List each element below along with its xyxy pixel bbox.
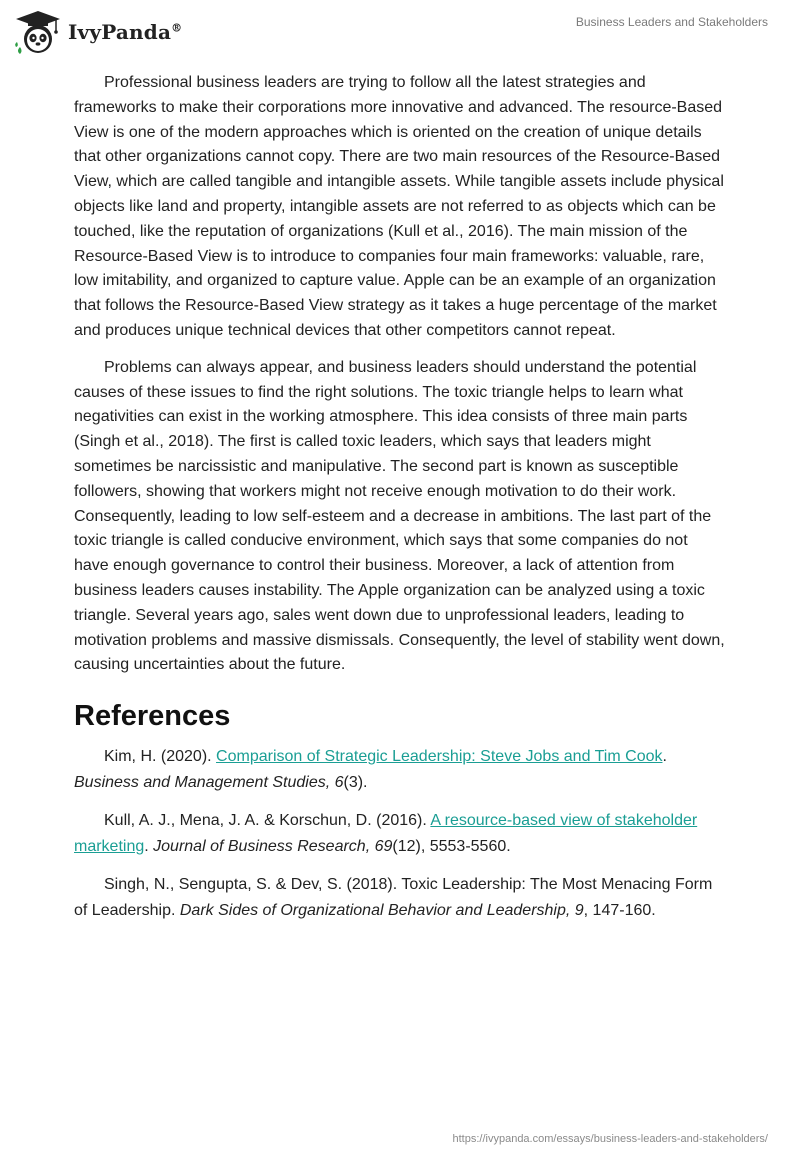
reference-link[interactable]: A resource-based view of stakeholder marketing	[74, 812, 698, 855]
reference-item: Kull, A. J., Mena, J. A. & Korschun, D. (2016). A resource-based view of stakeholder marketing. Journal of Business Research, 69(12), 5553-5560.	[74, 812, 698, 855]
reference-item: Kim, H. (2020). Comparison of Strategic Leadership: Steve Jobs and Tim Cook. Business and Management Studies, 6(3).	[74, 748, 667, 791]
ivypanda-logo[interactable]	[14, 9, 182, 55]
document-title: Business Leaders and Stakeholders	[575, 15, 768, 29]
essay-body	[74, 71, 726, 936]
reference-item: Singh, N., Sengupta, S. & Dev, S. (2018). Toxic Leadership: The Most Menacing Form of Leadership. Dark Sides of Organizational Behavior and Leadership, 9, 147-160.	[74, 876, 713, 919]
reference-link[interactable]: Comparison of Strategic Leadership: Steve Jobs and Tim Cook	[216, 748, 663, 766]
body-paragraph: Professional business leaders are trying to follow all the latest strategies and frameworks to make their corporations more innovative and advanced. The resource-Based View is one of the modern approaches which is oriented on the creation of unique details that other organizations cannot copy. There are two main resources of the Resource-Based View, which are called tangible and intangible assets. While tangible assets include physical objects like land and property, intangible assets are not referred to as objects which can be touched, like the reputation of organizations (Kull et al., 2016). The main mission of the Resource-Based View is to introduce to companies four main frameworks: valuable, rare, low imitability, and organized to capture value. Apple can be an example of an organization that follows the Resource-Based View strategy as it takes a huge percentage of the market and produces unique technical devices that other competitors cannot repeat.	[74, 74, 724, 339]
references-heading: References	[74, 700, 231, 733]
brand-name: IvyPanda®	[68, 20, 183, 44]
panda-graduate-icon	[14, 9, 62, 55]
page-header	[0, 0, 800, 64]
footer-url[interactable]: https://ivypanda.com/essays/business-leaders-and-stakeholders/	[452, 1133, 768, 1145]
body-paragraph: Problems can always appear, and business leaders should understand the potential causes of these issues to find the right solutions. The toxic triangle helps to learn what negativities can exist in the working atmosphere. This idea consists of three main parts (Singh et al., 2018). The first is called toxic leaders, which says that leaders might sometimes be narcissistic and manipulative. The second part is known as susceptible followers, showing that workers might not receive enough motivation to do their work. Consequently, leading to low self-esteem and a decrease in ambitions. The last part of the toxic triangle is called conducive environment, which says that some companies do not have enough governance to control their business. Moreover, a lack of attention from business leaders causes instability. The Apple organization can be analyzed using a toxic triangle. Several years ago, sales went down due to unprofessional leaders, leading to motivation problems and massive dismissals. Consequently, the level of stability went down, causing uncertainties about the future.	[74, 358, 725, 674]
